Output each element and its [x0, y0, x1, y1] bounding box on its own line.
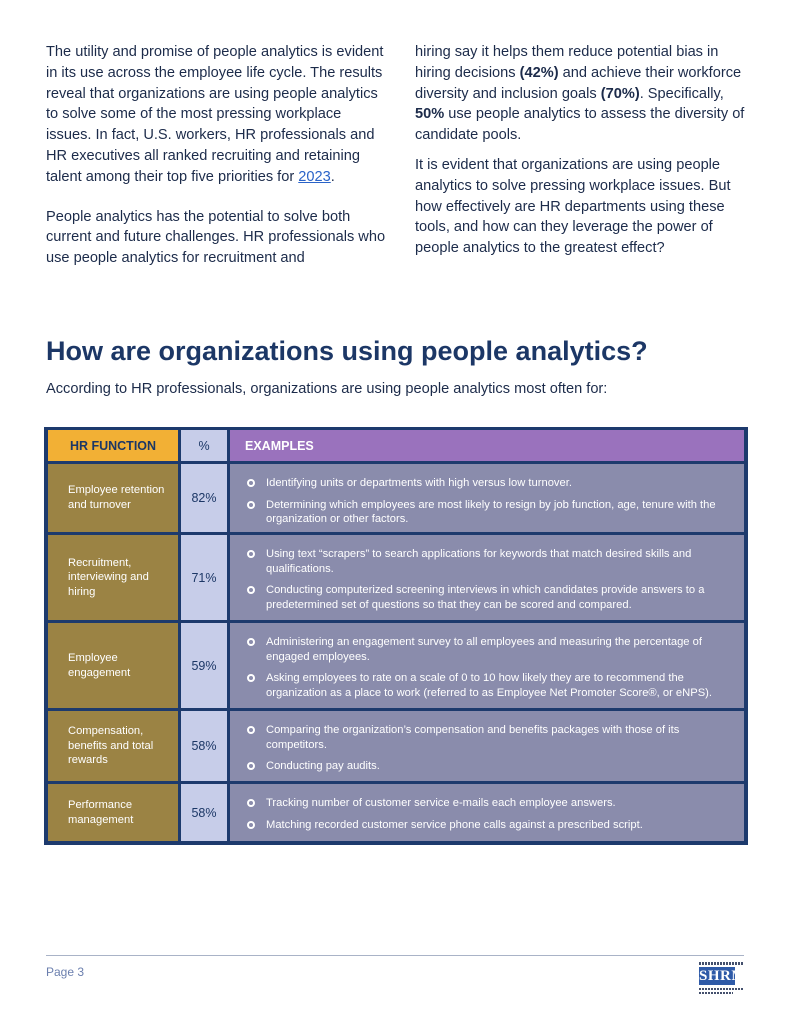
intro-paragraph [46, 42, 386, 188]
page-number: Page 3 [46, 965, 85, 979]
header-percent: % [181, 430, 227, 461]
example-item [246, 671, 720, 700]
stat-highlight: (70%) [600, 85, 640, 102]
intro-paragraph: It is evident that organizations are using people analytics to solve pressing workplace issues. But how effectively are HR departments using these tools, and how can they leverage the power of people analytics to the greatest effect? [415, 156, 731, 257]
example-text: Matching recorded customer service phone calls against a prescribed script. [266, 818, 643, 831]
intro-text: . Specifically, [639, 85, 724, 102]
row-examples [230, 623, 744, 708]
bullet-icon [247, 479, 255, 487]
example-item [246, 583, 720, 612]
example-item [246, 796, 720, 811]
example-text: Conducting pay audits. [266, 760, 380, 773]
example-item [246, 723, 720, 752]
link-2023[interactable]: 2023 [298, 168, 331, 185]
row-function: Employee engagement [48, 623, 178, 708]
example-text: Administering an engagement survey to all employees and measuring the percentage of engaged employees. [266, 636, 702, 663]
example-text: Tracking number of customer service e-mails each employee answers. [266, 797, 616, 809]
row-function: Recruitment, interviewing and hiring [48, 535, 178, 620]
row-percent: 82% [181, 464, 227, 532]
example-text: Determining which employees are most likely to resign by job function, age, tenure with the organization or other factors. [266, 498, 716, 526]
row-percent: 71% [181, 535, 227, 620]
intro-text: . [330, 168, 335, 185]
header-hr-function: HR FUNCTION [48, 430, 178, 461]
example-text: Asking employees to rate on a scale of 0 to 10 how likely they are to recommend the organization as a place to work (referred to as Employee Net Promoter Score®, or eNPS). [266, 672, 712, 699]
example-item [246, 818, 720, 833]
intro-text: use people analytics to assess the diversity of candidate pools. [415, 106, 745, 144]
intro-paragraph [415, 42, 755, 146]
example-item [246, 759, 720, 774]
logo-wordmark: SHRM [699, 968, 746, 984]
row-examples [230, 464, 744, 532]
intro-text: hiring say it helps them reduce potential bias in hiring decisions [415, 44, 719, 81]
row-examples [230, 711, 744, 781]
example-text: Using text “scrapers” to search applications for keywords that match desired skills and qualifications. [266, 548, 692, 575]
intro-text: The utility and promise of people analytics is evident in its use across the employee life cycle. The results reveal that organizations are using people analytics to solve some of the most pressing workplace issues. In fact, U.S. workers, HR professionals and HR executives all ranked recruiting and retaining talent among their top five priorities for [46, 44, 384, 185]
intro-right-column [415, 42, 755, 259]
row-function: Employee retention and turnover [48, 464, 178, 532]
intro-text: and achieve their workforce diversity and inclusion goals [415, 64, 742, 102]
intro-paragraph: People analytics has the potential to solve both current and future challenges. HR professionals who use people analytics for recruitment and [46, 208, 386, 267]
example-text: Conducting computerized screening interviews in which candidates provide answers to a predetermined set of questions so that they can be scored and compared. [266, 584, 705, 611]
example-item [246, 635, 720, 664]
hr-functions-table [44, 427, 748, 845]
row-examples [230, 535, 744, 620]
bullet-icon [247, 726, 255, 734]
row-examples [230, 784, 744, 841]
row-percent: 59% [181, 623, 227, 708]
example-item [246, 498, 720, 527]
bullet-icon [247, 821, 255, 829]
section-heading: How are organizations using people analytics? [46, 336, 648, 366]
logo-tagline-line [699, 992, 733, 994]
bullet-icon [247, 638, 255, 646]
bullet-icon [247, 674, 255, 682]
logo-tagline-line [699, 988, 743, 990]
logo-tagline-top [699, 962, 743, 965]
stat-highlight: (42%) [519, 64, 559, 81]
row-percent: 58% [181, 784, 227, 841]
intro-left-column [46, 42, 386, 269]
row-function: Performance management [48, 784, 178, 841]
example-text: Comparing the organization’s compensation and benefits packages with those of its competitors. [266, 724, 680, 751]
shrm-logo [697, 962, 747, 998]
bullet-icon [247, 586, 255, 594]
row-percent: 58% [181, 711, 227, 781]
stat-highlight: 50% [415, 106, 445, 123]
example-text: Identifying units or departments with high versus low turnover. [266, 477, 572, 489]
bullet-icon [247, 762, 255, 770]
header-examples: EXAMPLES [230, 430, 744, 461]
bullet-icon [247, 799, 255, 807]
bullet-icon [247, 501, 255, 509]
bullet-icon [247, 550, 255, 558]
example-item [246, 476, 720, 491]
example-item [246, 547, 720, 576]
row-function: Compensation, benefits and total rewards [48, 711, 178, 781]
footer-divider [46, 955, 744, 956]
section-subheading: According to HR professionals, organizations are using people analytics most often for: [46, 381, 608, 397]
